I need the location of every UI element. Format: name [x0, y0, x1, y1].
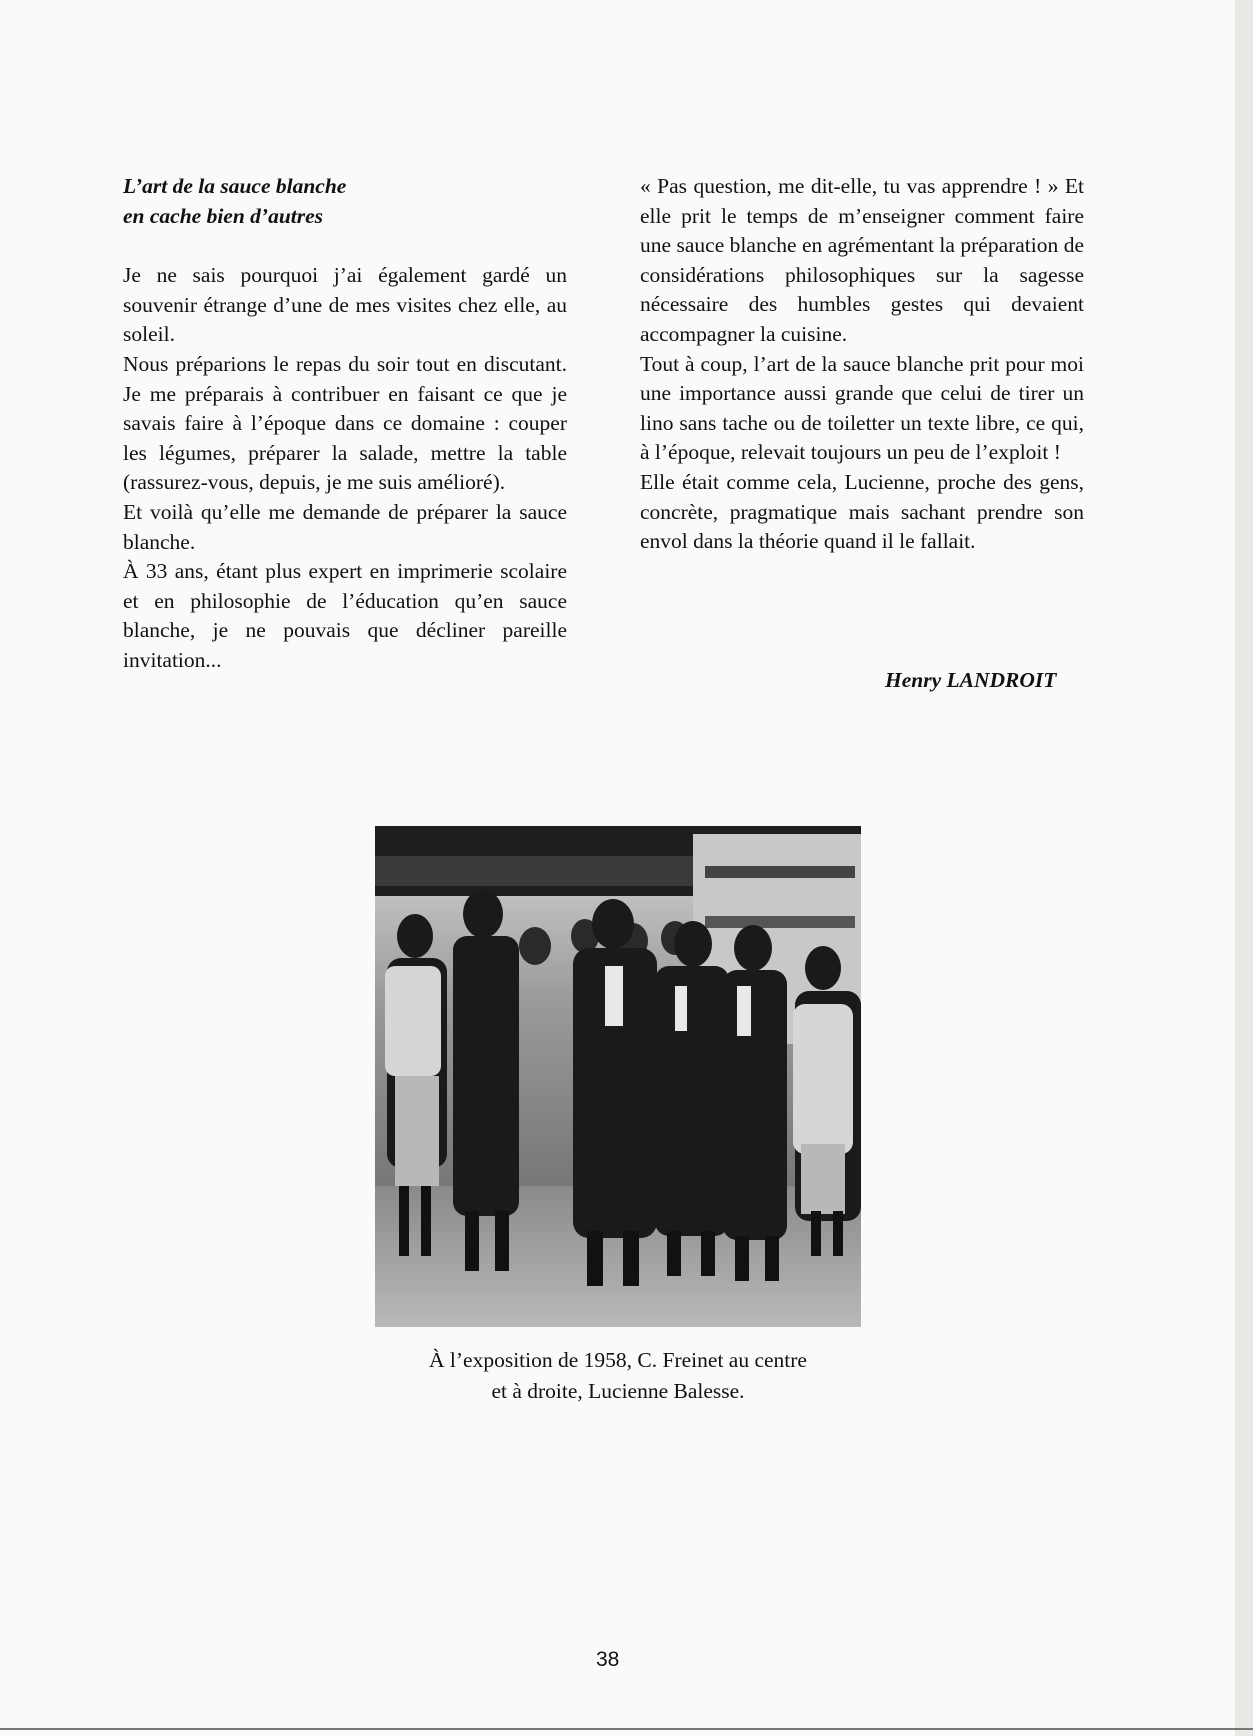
right-column — [640, 172, 1084, 557]
heading-line-2: en cache bien d’autres — [123, 203, 324, 228]
author-signature: Henry LANDROIT — [885, 668, 1057, 692]
paragraph: Nous préparions le repas du soir tout en discutant. Je me préparais à contribuer en faisant ce que je savais faire à l’époque dans ce domaine : couper les légumes, préparer la salade, mettre la table (rassurez-vous, depuis, je me suis amélioré). — [123, 351, 567, 495]
paragraph: « Pas question, me dit-elle, tu vas apprendre ! » Et elle prit le temps de m’enseigner comment faire une sauce blanche en agrémentant la préparation de considérations philosophiques sur la sagesse nécessaire des humbles gestes qui devaient accompagner la cuisine. — [640, 174, 1084, 346]
caption-line-2: et à droite, Lucienne Balesse. — [491, 1379, 745, 1403]
paragraph: À 33 ans, étant plus expert en imprimerie scolaire et en philosophie de l’éducation qu’en sauce blanche, je ne pouvais que décliner pareille invitation... — [123, 559, 567, 672]
caption-line-1: À l’exposition de 1958, C. Freinet au centre — [429, 1348, 807, 1372]
heading-line-1: L’art de la sauce blanche — [123, 174, 347, 198]
section-heading — [123, 172, 567, 231]
photo-caption — [375, 1345, 861, 1407]
page-bottom-border — [0, 1728, 1253, 1730]
left-column — [123, 172, 567, 676]
paragraph: Tout à coup, l’art de la sauce blanche prit pour moi une importance aussi grande que celui de tirer un lino sans tache ou de toiletter un texte libre, ce qui, à l’époque, relevait toujours un peu de l’exploit ! — [640, 351, 1084, 465]
paragraph: Et voilà qu’elle me demande de préparer la sauce blanche. — [123, 499, 567, 554]
paragraph: Je ne sais pourquoi j’ai également gardé un souvenir étrange d’une de mes visites chez elle, au soleil. — [123, 263, 567, 347]
photo-illustration — [375, 826, 861, 1327]
page-edge-shadow — [1235, 0, 1253, 1736]
page-number: 38 — [596, 1648, 620, 1671]
paragraph: Elle était comme cela, Lucienne, proche des gens, concrète, pragmatique mais sachant prendre son envol dans la théorie quand il le fallait. — [640, 469, 1084, 554]
group-photo — [375, 826, 861, 1327]
